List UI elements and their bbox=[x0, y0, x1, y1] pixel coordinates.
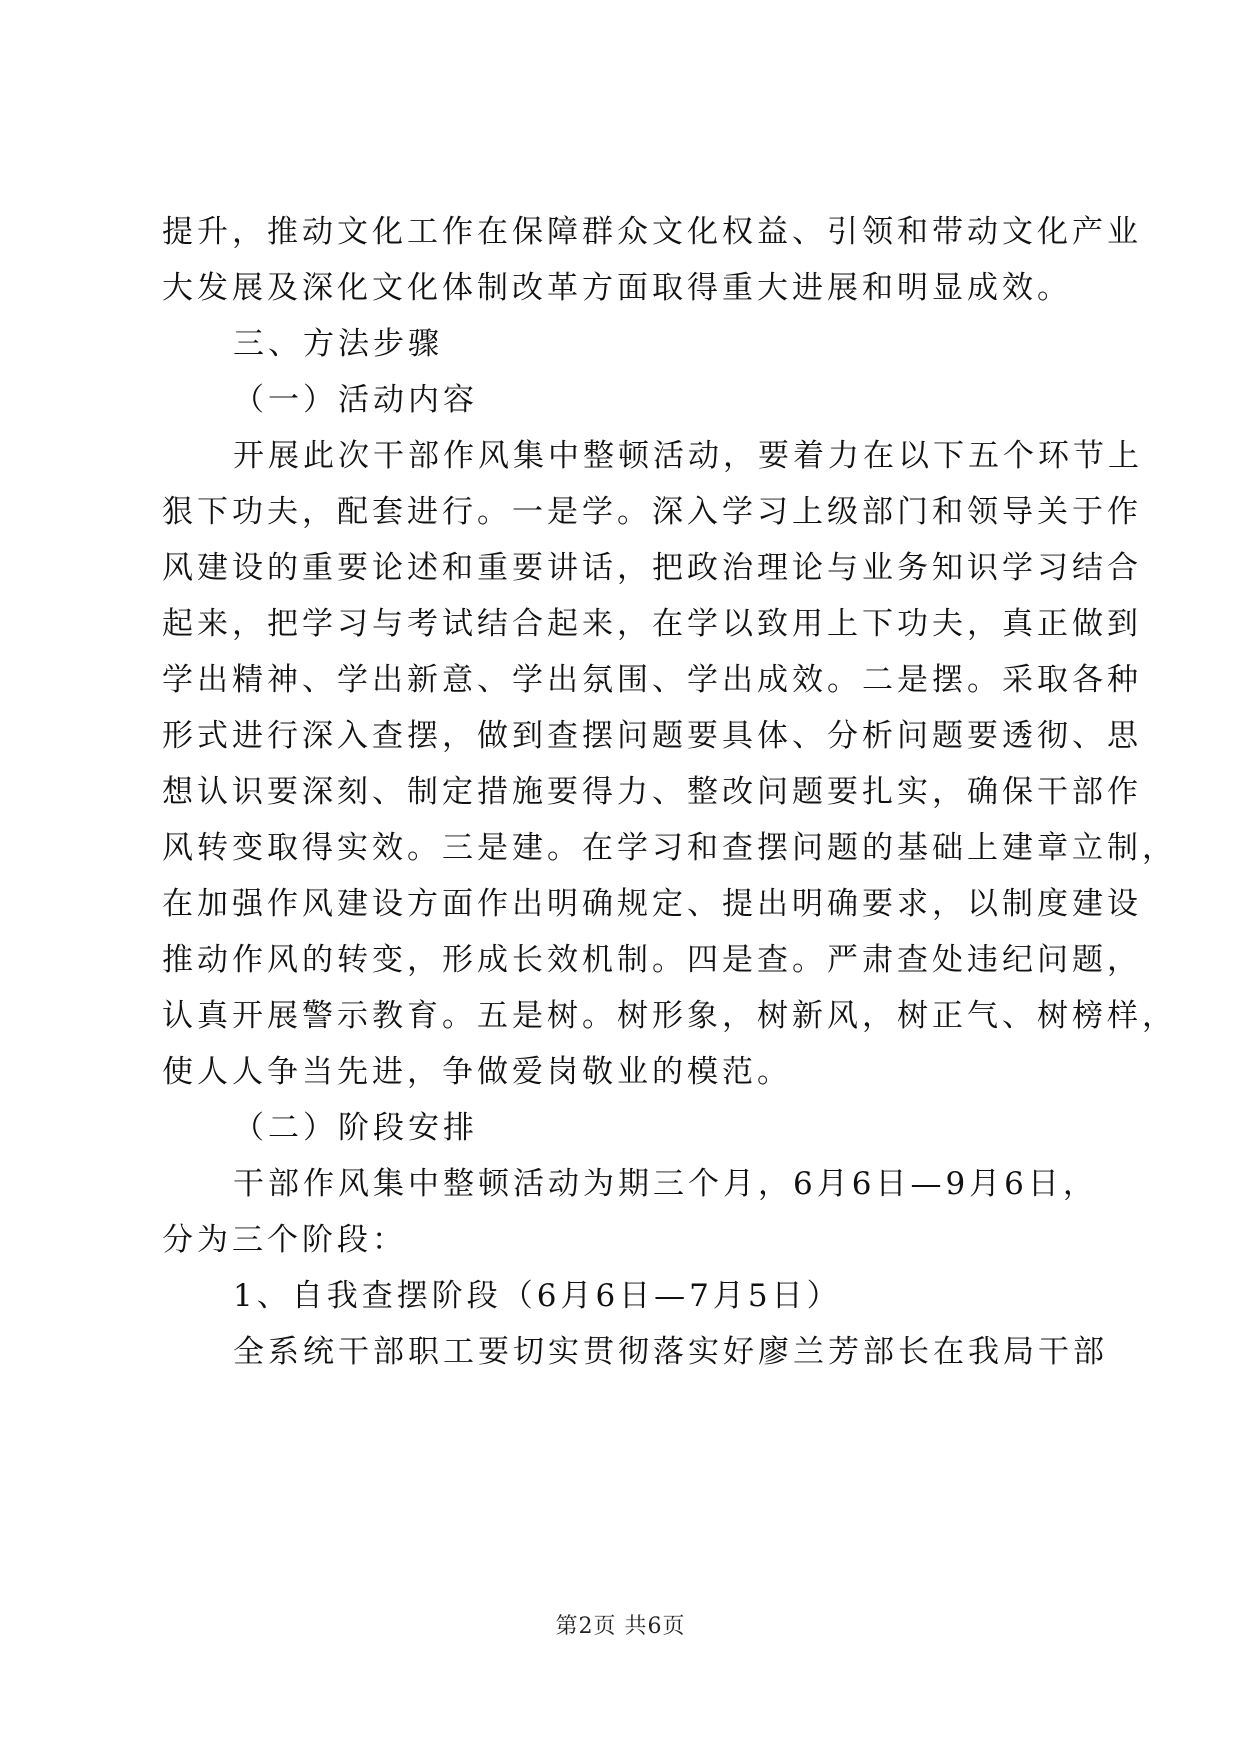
paragraph-line: 形式进行深入查摆，做到查摆问题要具体、分析问题要透彻、思 bbox=[162, 718, 1142, 754]
subsection-heading: （二）阶段安排 bbox=[233, 1110, 478, 1146]
stage-heading: 1、自我查摆阶段（6月6日—7月5日） bbox=[233, 1278, 842, 1314]
paragraph-line: 推动作风的转变，形成长效机制。四是查。严肃查处违纪问题， bbox=[162, 942, 1142, 978]
paragraph-line: 使人人争当先进，争做爱岗敬业的模范。 bbox=[162, 1054, 792, 1090]
section-heading: 三、方法步骤 bbox=[233, 326, 443, 362]
paragraph-line: 提升，推动文化工作在保障群众文化权益、引领和带动文化产业 bbox=[162, 214, 1142, 250]
paragraph-line: 大发展及深化文化体制改革方面取得重大进展和明显成效。 bbox=[162, 270, 1072, 306]
paragraph-line: 起来，把学习与考试结合起来，在学以致用上下功夫，真正做到 bbox=[162, 606, 1142, 642]
paragraph-line: 全系统干部职工要切实贯彻落实好廖兰芳部长在我局干部 bbox=[233, 1334, 1108, 1370]
paragraph-line: 风建设的重要论述和重要讲话，把政治理论与业务知识学习结合 bbox=[162, 550, 1142, 586]
paragraph-line: 开展此次干部作风集中整顿活动，要着力在以下五个环节上 bbox=[233, 438, 1143, 474]
paragraph-line: 干部作风集中整顿活动为期三个月，6月6日—9月6日， bbox=[233, 1166, 1098, 1202]
page-number-footer: 第2页 共6页 bbox=[555, 1614, 686, 1639]
paragraph-line: 分为三个阶段： bbox=[162, 1222, 407, 1258]
paragraph-line: 在加强作风建设方面作出明确规定、提出明确要求，以制度建设 bbox=[162, 886, 1142, 922]
paragraph-line: 风转变取得实效。三是建。在学习和查摆问题的基础上建章立制， bbox=[162, 830, 1177, 866]
paragraph-line: 认真开展警示教育。五是树。树形象，树新风，树正气、树榜样， bbox=[162, 998, 1177, 1034]
paragraph-line: 学出精神、学出新意、学出氛围、学出成效。二是摆。采取各种 bbox=[162, 662, 1142, 698]
subsection-heading: （一）活动内容 bbox=[233, 382, 478, 418]
paragraph-line: 狠下功夫，配套进行。一是学。深入学习上级部门和领导关于作 bbox=[162, 494, 1142, 530]
paragraph-line: 想认识要深刻、制定措施要得力、整改问题要扎实，确保干部作 bbox=[162, 774, 1142, 810]
